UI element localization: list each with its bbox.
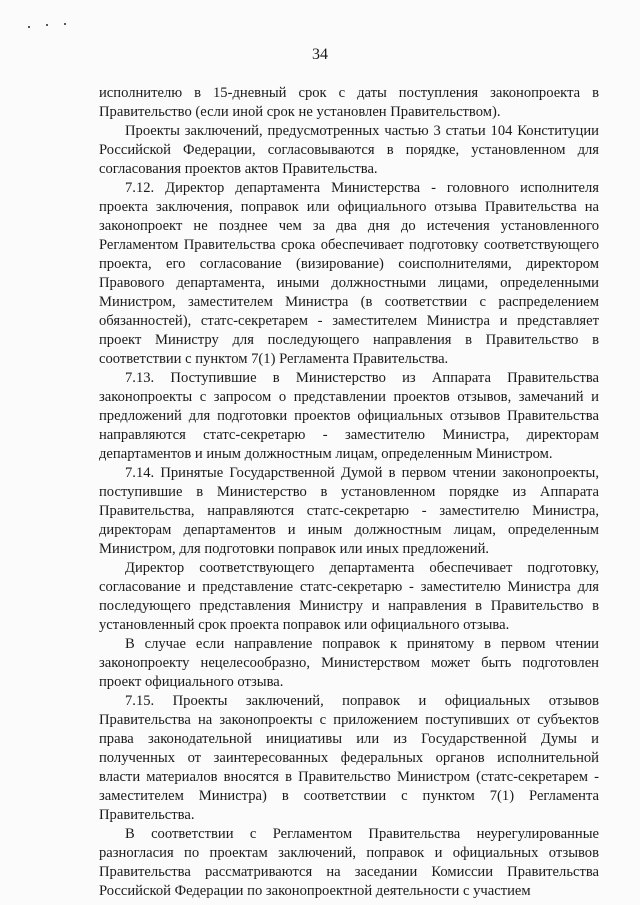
document-body [99,84,599,901]
paragraph: 7.13. Поступившие в Министерство из Аппарата Правительства законопроекты с запросом о представлении проектов отзывов, замечаний и предложений для подготовки проектов официальных отзывов Правительства направляются статс-секретарю - заместителю Министра, директорам департаментов и иным должностным лицам, определенным Министром. [99,370,599,462]
paragraph: 7.14. Принятые Государственной Думой в первом чтении законопроекты, поступившие в Министерство в установленном порядке из Аппарата Правительства, направляются статс-секретарю - заместителю Министра, директорам департаментов и иным должностным лицам, определенным Министром, для подготовки поправок или иных предложений. [99,465,599,557]
page-number: 34 [312,46,328,63]
paragraph: исполнителю в 15-дневный срок с даты поступления законопроекта в Правительство (если иной срок не установлен Правительством). [99,85,599,120]
paragraph: Проекты заключений, предусмотренных частью 3 статьи 104 Конституции Российской Федерации, согласовываются в порядке, установленном для согласования проектов актов Правительства. [99,123,599,177]
scan-speck [64,23,66,25]
paragraph: 7.15. Проекты заключений, поправок и официальных отзывов Правительства на законопроекты с приложением поступивших от субъектов права законодательной инициативы или из Государственной Думы и полученных от заинтересованных федеральных органов исполнительной власти материалов вносятся в Правительство Министром (статс-секретарем - заместителем Министра) в соответствии с пунктом 7(1) Регламента Правительства. [99,693,599,823]
paragraph: В соответствии с Регламентом Правительства неурегулированные разногласия по проектам заключений, поправок и официальных отзывов Правительства рассматриваются на заседании Комиссии Правительства Российской Федерации по законопроектной деятельности с участием [99,826,599,899]
paragraph: В случае если направление поправок к принятому в первом чтении законопроекту нецелесообразно, Министерством может быть подготовлен проект официального отзыва. [99,636,599,690]
paragraph: 7.12. Директор департамента Министерства - головного исполнителя проекта заключения, поправок или официального отзыва Правительства на законопроект не позднее чем за два дня до истечения установленного Регламентом Правительства срока обеспечивает подготовку соответствующего проекта, его согласование (визирование) соисполнителями, директором Правового департамента, иными должностными лицами, определенными Министром, заместителем Министра (в соответствии с распределением обязанностей), статс-секретарем - заместителем Министра и представляет проект Министру для последующего направления в Правительство в соответствии с пунктом 7(1) Регламента Правительства. [99,180,599,367]
scan-speck [28,26,30,28]
paragraph: Директор соответствующего департамента обеспечивает подготовку, согласование и представление статс-секретарю - заместителю Министра для последующего представления Министру и направления в Правительство в установленный срок проекта поправок или официального отзыва. [99,560,599,633]
scan-speck [46,24,48,26]
